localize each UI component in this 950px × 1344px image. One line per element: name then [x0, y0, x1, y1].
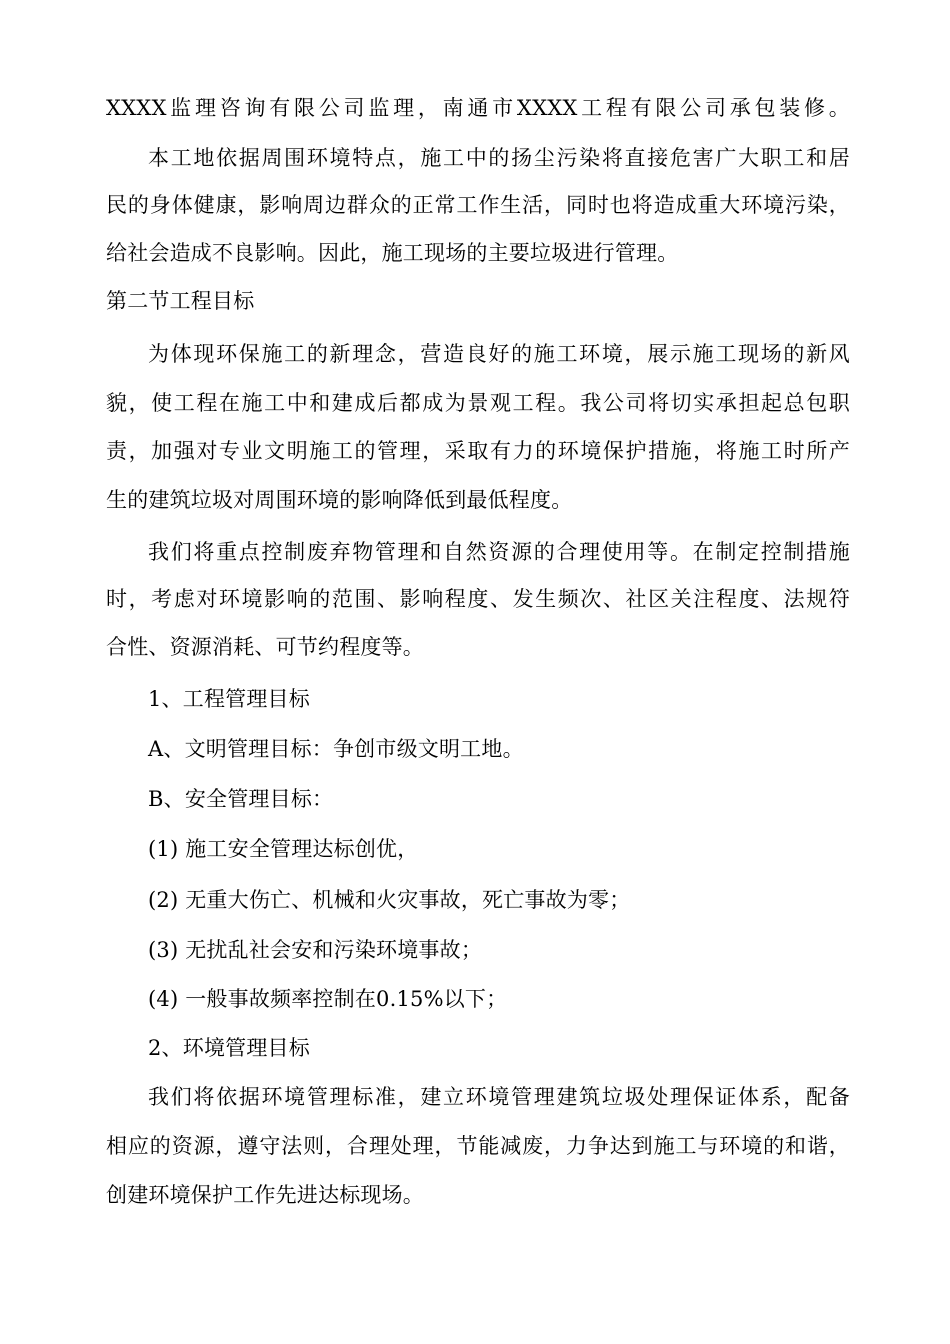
paragraph-1-line-3: 给社会造成不良影响。因此，施工现场的主要垃圾进行管理。	[106, 241, 679, 265]
list-item-2: (2) 无重大伤亡、机械和火灾事故，死亡事故为零；	[148, 888, 631, 912]
paragraph-1-line-1: 本工地依据周围环境特点，施工中的扬尘污染将直接危害广大职工和居	[148, 146, 850, 170]
paragraph-2-line-2: 貌，使工程在施工中和建成后都成为景观工程。我公司将切实承担起总包职	[106, 391, 850, 415]
goal-a: A、文明管理目标：争创市级文明工地。	[148, 737, 524, 761]
list-item-1: (1) 施工安全管理达标创优，	[148, 837, 419, 861]
paragraph-3-line-1: 我们将重点控制废弃物管理和自然资源的合理使用等。在制定控制措施	[148, 540, 850, 564]
paragraph-2-line-3: 责，加强对专业文明施工的管理，采取有力的环境保护措施，将施工时所产	[106, 439, 850, 463]
section-heading: 第二节工程目标	[106, 289, 255, 313]
paragraph-1-line-2: 民的身体健康，影响周边群众的正常工作生活，同时也将造成重大环境污染，	[106, 193, 850, 217]
goal-b: B、安全管理目标：	[148, 787, 334, 811]
paragraph-4-line-1: 我们将依据环境管理标准，建立环境管理建筑垃圾处理保证体系，配备	[148, 1085, 850, 1109]
paragraph-4-line-3: 创建环境保护工作先进达标现场。	[106, 1183, 424, 1207]
paragraph-2-line-1: 为体现环保施工的新理念，营造良好的施工环境，展示施工现场的新风	[148, 342, 850, 366]
subheading-2: 2、环境管理目标	[148, 1036, 310, 1060]
paragraph-4-line-2: 相应的资源，遵守法则，合理处理，节能减废，力争达到施工与环境的和谐，	[106, 1134, 850, 1158]
subheading-1: 1、工程管理目标	[148, 687, 310, 711]
paragraph-3-line-3: 合性、资源消耗、可节约程度等。	[106, 635, 424, 659]
paragraph-2-line-4: 生的建筑垃圾对周围环境的影响降低到最低程度。	[106, 488, 573, 512]
list-item-4: (4) 一般事故频率控制在0.15%以下；	[148, 987, 508, 1011]
paragraph-3-line-2: 时，考虑对环境影响的范围、影响程度、发生频次、社区关注程度、法规符	[106, 587, 850, 611]
text-line-1: XXXX监理咨询有限公司监理，南通市XXXX工程有限公司承包装修。	[106, 96, 850, 120]
list-item-3: (3) 无扰乱社会安和污染环境事故；	[148, 938, 483, 962]
